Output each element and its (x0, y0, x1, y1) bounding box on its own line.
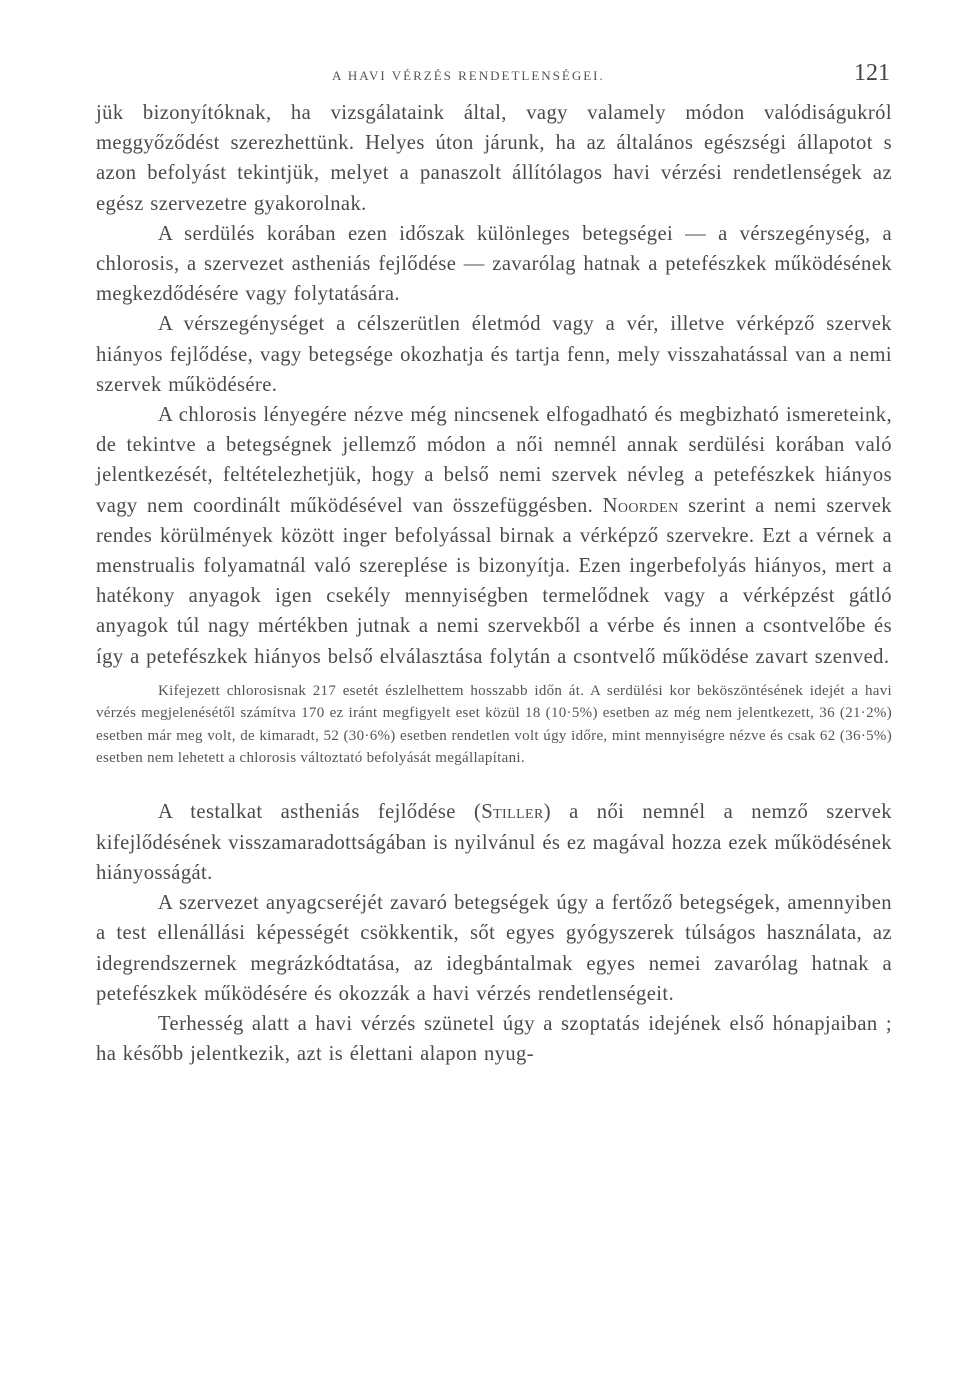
paragraph-chlorosis (96, 400, 892, 672)
author-noorden: Noorden (602, 494, 679, 517)
chlorosis-text: A chlorosis lényegére nézve még nincsenek elfogadható és megbizható ismereteink, de tekintve a betegségnek jellemző módon a női nemnél annak serdülési korában való jelentkezését, feltételezhetjük, hogy a belső nemi szervek névleg a petefészkek hiányos vagy nem coordinált működésével van összefüggésben. (96, 404, 892, 517)
paragraph-anaemia: A vérszegénységet a célszerütlen életmód vagy a vér, illetve vérképző szervek hiányos fejlődése, vagy betegsége okozhatja és tartja fenn, mely visszahatással van a nemi szervek működésére. (96, 313, 892, 396)
paragraph-metabolism: A szervezet anyagcseréjét zavaró betegségek úgy a fertőző betegségek, amennyiben a test ellenállási képességét csökkentik, sőt egyes gyógyszerek túlságos használata, az idegrendszernek megrázkódtatása, az idegbántalmak egyes nemei zavarólag hatnak a petefészkek működésére és okozzák a havi vérzés rendetlenségeit. (96, 892, 892, 1005)
book-page (96, 58, 892, 1069)
footnote: Kifejezett chlorosisnak 217 esetét észlelhettem hosszabb időn át. A serdülési kor beköszöntésének idejét a havi vérzés megjelenésétől számítva 170 ez iránt megfigyelt eset közül 18 (10·5%) esetben az még nem jelentkezett, 36 (21·2%) esetben már meg volt, de kimaradt, 52 (30·6%) esetben rendetlen volt úgy időre, mint mennyiségre nézve és csak 62 (36·5%) esetben nem lehetett a chlorosis változtató befolyását megállapítani. (96, 682, 892, 767)
paragraph-continuation: jük bizonyítóknak, ha vizsgálataink által, vagy valamely módon valódiságukról meggyőződést szerezhettünk. Helyes úton járunk, ha az általános egészségi állapotot s azon befolyást tekintjük, melyet a panaszolt állítólagos havi vérzési rendetlenségek az egész szervezetre gyakorolnak. (96, 102, 892, 215)
asthenia-text-b: ) a női nemnél a nemző szervek kifejlődésének visszamaradottságában is nyilvánul és ez magával hozza ezek működésének hiányosságát. (96, 801, 892, 884)
running-title: A HAVI VÉRZÉS RENDETLENSÉGEI. (332, 68, 605, 83)
chlorosis-text-cont: szerint a nemi szervek rendes körülmények között inger befolyással birnak a vérképző szervekre. Ezt a vérnek a menstrualis folyamatnál való szereplése is bizonyítja. Ezen ingerbefolyás hiányos, mert a hatékony anyagok igen csekély mennyiségben termelődnek vagy a vérképzést gátló anyagok túl nagy mértékben jutnak a nemi szervekből a vérbe és innen a csontvelőbe és így a petefészkek hiányos belső elválasztása folytán a csontvelő működése zavart szenved. (96, 494, 892, 668)
page-number: 121 (854, 60, 890, 86)
paragraph-adolescence: A serdülés korában ezen időszak különleges betegségei — a vérszegénység, a chlorosis, a szervezet astheniás fejlődése — zavarólag hatnak a petefészkek működésének megkezdődésére vagy folytatására. (96, 222, 892, 306)
paragraph-pregnancy: Terhesség alatt a havi vérzés szünetel úgy a szoptatás idejének első hónapjaiban ; ha később jelentkezik, azt is élettani alapon nyug- (96, 1012, 892, 1066)
page-header (96, 58, 892, 98)
asthenia-text-a: A testalkat astheniás fejlődése ( (158, 801, 482, 824)
author-stiller: Stiller (481, 801, 544, 824)
paragraph-asthenia (96, 797, 892, 888)
